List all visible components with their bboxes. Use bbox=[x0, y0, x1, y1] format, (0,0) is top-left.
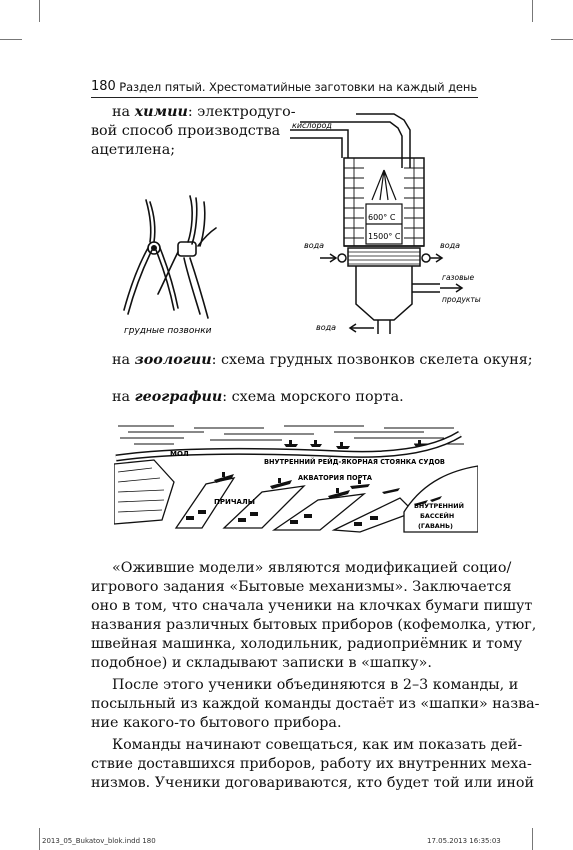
paragraph-1-line-6: подобное) и складывают записки в «шапку». bbox=[91, 655, 432, 671]
running-head bbox=[91, 79, 477, 99]
chemistry-line-3: ацетилена; bbox=[91, 142, 176, 158]
paragraph-1-line-4: названия различных бытовых приборов (кофемолка, утюг, bbox=[91, 617, 537, 633]
crop-mark bbox=[532, 0, 533, 22]
port-scheme bbox=[114, 420, 478, 538]
zoology-line: на зоологии: схема грудных позвонков скелета окуня; bbox=[112, 352, 533, 368]
label-basin-3: (ГАВАНЬ) bbox=[418, 522, 453, 530]
label-gas-2: продукты bbox=[442, 295, 481, 304]
vertebrae-caption: грудные позвонки bbox=[124, 326, 212, 336]
label-water-left: вода bbox=[304, 241, 325, 250]
crop-mark bbox=[532, 828, 533, 850]
paragraph-3-line-2: ствие доставшихся приборов, работу их внутренних меха- bbox=[91, 756, 532, 772]
label-oxygen: кислород bbox=[292, 121, 332, 130]
crop-mark bbox=[551, 39, 573, 40]
header-rule bbox=[91, 97, 478, 98]
zoology-keyword: зоологии bbox=[134, 352, 212, 368]
section-title: Раздел пятый. Хрестоматийные заготовки на каждый день bbox=[119, 80, 477, 94]
paragraph-1-line-1: «Ожившие модели» являются модификацией социо/ bbox=[112, 560, 512, 576]
paragraph-3-line-3: низмов. Ученики договариваются, кто будет той или иной bbox=[91, 775, 535, 791]
label-water-bottom: вода bbox=[316, 323, 337, 332]
label-basin-2: БАССЕЙН bbox=[420, 512, 455, 520]
label-water-right: вода bbox=[440, 241, 461, 250]
vertebrae-illustration bbox=[112, 190, 230, 340]
chemistry-line-1: на химии: электродуго- bbox=[112, 104, 296, 120]
label-temp-600: 600° С bbox=[368, 213, 396, 222]
label-temp-1500: 1500° С bbox=[368, 232, 401, 241]
page-number: 180 bbox=[91, 79, 116, 94]
label-mol: МОЛ bbox=[170, 450, 189, 458]
label-gas-1: газовые bbox=[442, 273, 475, 282]
footer-timestamp: 17.05.2013 16:35:03 bbox=[427, 837, 501, 845]
paragraph-1-line-5: швейная машинка, холодильник, радиоприёмник и тому bbox=[91, 636, 523, 652]
geography-keyword: географии bbox=[134, 389, 223, 405]
paragraph-2-line-2: посыльный из каждой команды достаёт из «шапки» назва- bbox=[91, 696, 540, 712]
label-piers: ПРИЧАЛЫ bbox=[214, 498, 255, 506]
paragraph-3-line-1: Команды начинают совещаться, как им показать дей- bbox=[112, 737, 523, 753]
reactor-diagram bbox=[290, 108, 482, 338]
label-basin-1: ВНУТРЕННИЙ bbox=[414, 502, 464, 510]
paragraph-2-line-1: После этого ученики объединяются в 2–3 команды, и bbox=[112, 677, 519, 693]
label-roadstead: ВНУТРЕННИЙ РЕЙД-ЯКОРНАЯ СТОЯНКА СУДОВ bbox=[264, 458, 445, 466]
footer-filename: 2013_05_Bukatov_blok.indd 180 bbox=[42, 837, 156, 845]
crop-mark bbox=[0, 39, 22, 40]
crop-mark bbox=[39, 0, 40, 22]
label-aquatory: АКВАТОРИЯ ПОРТА bbox=[298, 474, 373, 482]
chemistry-keyword: химии bbox=[134, 104, 188, 120]
geography-line: на географии: схема морского порта. bbox=[112, 389, 404, 405]
chemistry-line-2: вой способ производства bbox=[91, 123, 281, 139]
paragraph-1-line-3: оно в том, что сначала ученики на клочках бумаги пишут bbox=[91, 598, 533, 614]
paragraph-1-line-2: игрового задания «Бытовые механизмы». Заключается bbox=[91, 579, 512, 595]
paragraph-2-line-3: ние какого-то бытового прибора. bbox=[91, 715, 342, 731]
crop-mark bbox=[39, 828, 40, 850]
